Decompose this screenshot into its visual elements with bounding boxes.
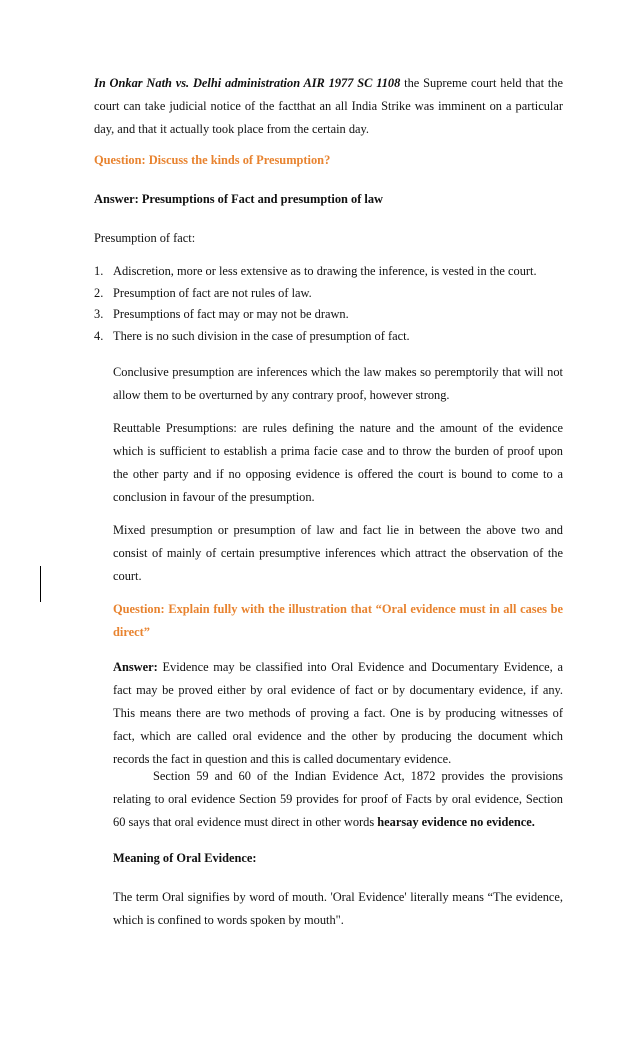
paragraph-onkar-nath-text: the Supreme court held that the court can take judicial notice of the factthat an all India Strike was imminent on a particular day, and that it actually took place from the certain day. — [94, 76, 563, 136]
list-item — [94, 304, 563, 326]
section-text: Section 59 and 60 of the Indian Evidence Act, 1872 provides the provisions relating to oral evidence Section 59 provides for proof of Facts by oral evidence, Section 60 says that oral evidence must direct in other words — [113, 769, 563, 829]
question-kinds-of-presumption: Question: Discuss the kinds of Presumption? — [94, 153, 331, 167]
list-item-text: Presumptions of fact may or may not be drawn. — [113, 307, 349, 321]
presumption-of-fact-list — [94, 261, 563, 347]
paragraph-mixed-presumption: Mixed presumption or presumption of law and fact lie in between the above two and consist of mainly of certain presumptive inferences which attract the observation of the court. — [113, 523, 563, 583]
meaning-of-oral-evidence-heading: Meaning of Oral Evidence: — [113, 851, 257, 865]
list-item-number: 3. — [94, 307, 104, 321]
list-item — [94, 283, 563, 305]
list-item-text: There is no such division in the case of presumption of fact. — [113, 328, 410, 343]
list-item-number: 2. — [94, 285, 104, 300]
paragraph-conclusive-presumption: Conclusive presumption are inferences which the law makes so peremptorily that will not allow them to be overturned by any contrary proof, however strong. — [113, 365, 563, 402]
case-citation: In Onkar Nath vs. Delhi administration AIR 1977 SC 1108 — [94, 76, 401, 90]
paragraph-meaning-oral-evidence: The term Oral signifies by word of mouth. 'Oral Evidence' literally means “The evidence, which is confined to words spoken by mouth". — [113, 890, 563, 927]
list-item-number: 1. — [94, 264, 104, 278]
list-item — [94, 326, 563, 348]
question-oral-evidence: Question: Explain fully with the illustration that “Oral evidence must in all cases be direct” — [113, 602, 563, 639]
paragraph-section-59-60 — [113, 765, 563, 834]
answer-label: Answer: — [113, 660, 158, 674]
list-item — [94, 261, 563, 283]
paragraph-reuttable-presumptions: Reuttable Presumptions: are rules defining the nature and the amount of the evidence which is sufficient to establish a prima facie case and to throw the burden of proof upon the other party and if no opposing evidence is offered the court is bound to come to a conclusion in favour of the presumption. — [113, 421, 563, 504]
list-item-number: 4. — [94, 328, 104, 343]
presumption-of-fact-heading: Presumption of fact: — [94, 231, 196, 245]
answer-presumptions: Answer: Presumptions of Fact and presumption of law — [94, 192, 384, 206]
answer-text: Evidence may be classified into Oral Evidence and Documentary Evidence, a fact may be proved either by oral evidence of fact or by documentary evidence, if any. This means there are two methods of proving a fact. One is by producing witnesses of fact, which are called oral evidence and the other by producing the document which records the fact in question and this is called documentary evidence. — [113, 660, 563, 766]
list-item-text: Presumption of fact are not rules of law. — [113, 285, 312, 300]
paragraph-answer-oral-evidence — [113, 656, 563, 771]
margin-change-bar — [40, 566, 41, 602]
paragraph-onkar-nath — [94, 72, 563, 141]
list-item-text: Adiscretion, more or less extensive as to drawing the inference, is vested in the court. — [113, 264, 537, 278]
hearsay-emphasis: hearsay evidence no evidence. — [377, 815, 535, 829]
